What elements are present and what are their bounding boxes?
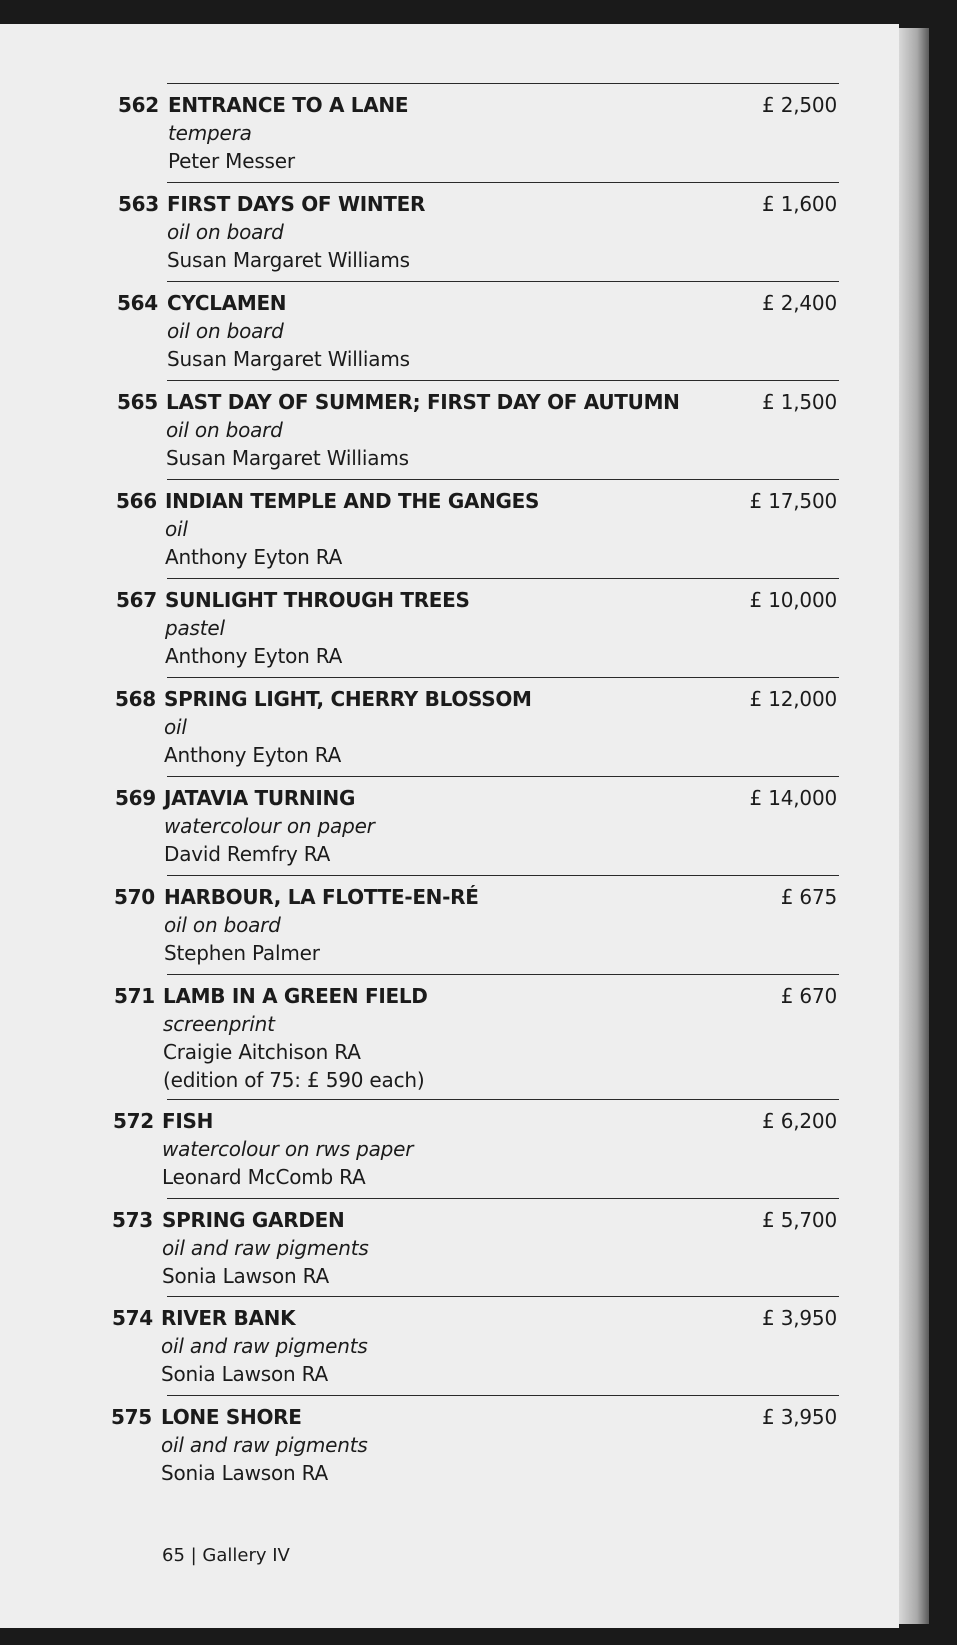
- entry-title: JATAVIA TURNING: [164, 786, 356, 810]
- entry-medium: oil: [165, 517, 188, 541]
- entry-divider: [167, 479, 839, 480]
- entry-title: FIRST DAYS OF WINTER: [167, 192, 426, 216]
- entry-artist: Craigie Aitchison RA: [163, 1040, 361, 1064]
- entry-price: £ 1,600: [762, 192, 837, 216]
- catalogue-entry: [0, 677, 899, 776]
- entry-title: LAST DAY OF SUMMER; FIRST DAY OF AUTUMN: [166, 390, 680, 414]
- entry-price: £ 3,950: [762, 1405, 837, 1429]
- edition-note: (edition of 75: £ 590 each): [163, 1068, 425, 1092]
- catalogue-entry: [0, 578, 899, 677]
- catalogue-entry: [0, 875, 899, 974]
- catalogue-entry: [0, 479, 899, 578]
- entry-number: 566: [116, 489, 157, 513]
- entry-medium: oil on board: [164, 913, 281, 937]
- entry-number: 573: [112, 1208, 153, 1232]
- entry-number: 575: [111, 1405, 152, 1429]
- entry-medium: oil on board: [167, 319, 284, 343]
- entry-divider: [167, 1296, 839, 1297]
- entry-number: 562: [118, 93, 159, 117]
- entry-price: £ 10,000: [749, 588, 837, 612]
- entry-number: 567: [116, 588, 157, 612]
- catalogue-page: [0, 24, 899, 1628]
- catalogue-entry: [0, 281, 899, 380]
- entry-medium: watercolour on rws paper: [162, 1137, 414, 1161]
- entry-artist: Sonia Lawson RA: [161, 1461, 328, 1485]
- entry-price: £ 670: [780, 984, 837, 1008]
- catalogue-entry: [0, 380, 899, 479]
- entry-title: ENTRANCE TO A LANE: [168, 93, 409, 117]
- entry-artist: David Remfry RA: [164, 842, 331, 866]
- entry-number: 570: [114, 885, 155, 909]
- entry-divider: [167, 281, 839, 282]
- entry-title: SPRING GARDEN: [162, 1208, 345, 1232]
- entry-price: £ 675: [780, 885, 837, 909]
- entry-artist: Peter Messer: [168, 149, 295, 173]
- catalogue-entry: [0, 1296, 899, 1395]
- entry-price: £ 17,500: [749, 489, 837, 513]
- entry-divider: [167, 83, 839, 84]
- entry-title: LAMB IN A GREEN FIELD: [163, 984, 428, 1008]
- entry-number: 568: [115, 687, 156, 711]
- entry-number: 574: [112, 1306, 153, 1330]
- entry-price: £ 1,500: [762, 390, 837, 414]
- entry-title: SPRING LIGHT, CHERRY BLOSSOM: [164, 687, 532, 711]
- entry-medium: oil and raw pigments: [161, 1433, 368, 1457]
- entry-medium: oil and raw pigments: [161, 1334, 368, 1358]
- entry-title: INDIAN TEMPLE AND THE GANGES: [165, 489, 540, 513]
- entry-artist: Anthony Eyton RA: [164, 743, 342, 767]
- entry-artist: Leonard McComb RA: [162, 1165, 366, 1189]
- entry-price: £ 12,000: [749, 687, 837, 711]
- entry-number: 565: [117, 390, 158, 414]
- catalogue-entry: [0, 1099, 899, 1198]
- entry-artist: Sonia Lawson RA: [162, 1264, 329, 1288]
- entry-price: £ 2,400: [762, 291, 837, 315]
- entry-title: FISH: [162, 1109, 214, 1133]
- catalogue-entry: [0, 776, 899, 875]
- entry-price: £ 6,200: [762, 1109, 837, 1133]
- entry-price: £ 3,950: [762, 1306, 837, 1330]
- entry-medium: oil: [164, 715, 187, 739]
- catalogue-entry: [0, 1395, 899, 1494]
- entry-price: £ 14,000: [749, 786, 837, 810]
- entry-artist: Anthony Eyton RA: [165, 644, 343, 668]
- entry-medium: tempera: [168, 121, 252, 145]
- entry-artist: Susan Margaret Williams: [166, 446, 409, 470]
- entry-medium: screenprint: [163, 1012, 275, 1036]
- entry-divider: [167, 974, 839, 975]
- entry-divider: [167, 677, 839, 678]
- entry-medium: watercolour on paper: [164, 814, 375, 838]
- catalogue-entry: [0, 182, 899, 281]
- entry-artist: Stephen Palmer: [164, 941, 320, 965]
- entry-medium: oil on board: [167, 220, 284, 244]
- entry-artist: Anthony Eyton RA: [165, 545, 343, 569]
- entry-number: 569: [115, 786, 156, 810]
- entry-divider: [167, 1395, 839, 1396]
- entry-divider: [167, 380, 839, 381]
- entry-divider: [167, 182, 839, 183]
- entry-medium: oil on board: [166, 418, 283, 442]
- entry-title: SUNLIGHT THROUGH TREES: [165, 588, 470, 612]
- entry-divider: [167, 1198, 839, 1199]
- catalogue-entry: [0, 83, 899, 182]
- entry-artist: Susan Margaret Williams: [167, 347, 410, 371]
- entry-number: 572: [113, 1109, 154, 1133]
- entry-price: £ 5,700: [762, 1208, 837, 1232]
- entry-number: 563: [118, 192, 159, 216]
- entry-artist: Sonia Lawson RA: [161, 1362, 328, 1386]
- entry-divider: [167, 776, 839, 777]
- catalogue-entry: [0, 974, 899, 1099]
- entry-medium: oil and raw pigments: [162, 1236, 369, 1260]
- entry-artist: Susan Margaret Williams: [167, 248, 410, 272]
- page-footer: 65 | Gallery IV: [162, 1545, 290, 1566]
- entry-number: 564: [117, 291, 158, 315]
- catalogue-entry: [0, 1198, 899, 1297]
- page-edge: [899, 28, 929, 1624]
- entry-number: 571: [114, 984, 155, 1008]
- entry-divider: [167, 875, 839, 876]
- entry-medium: pastel: [165, 616, 225, 640]
- entry-title: CYCLAMEN: [167, 291, 287, 315]
- entry-divider: [167, 578, 839, 579]
- entry-title: RIVER BANK: [161, 1306, 296, 1330]
- entry-price: £ 2,500: [762, 93, 837, 117]
- entry-title: LONE SHORE: [161, 1405, 302, 1429]
- entry-divider: [167, 1099, 839, 1100]
- entry-title: HARBOUR, LA FLOTTE-EN-RÉ: [164, 885, 479, 909]
